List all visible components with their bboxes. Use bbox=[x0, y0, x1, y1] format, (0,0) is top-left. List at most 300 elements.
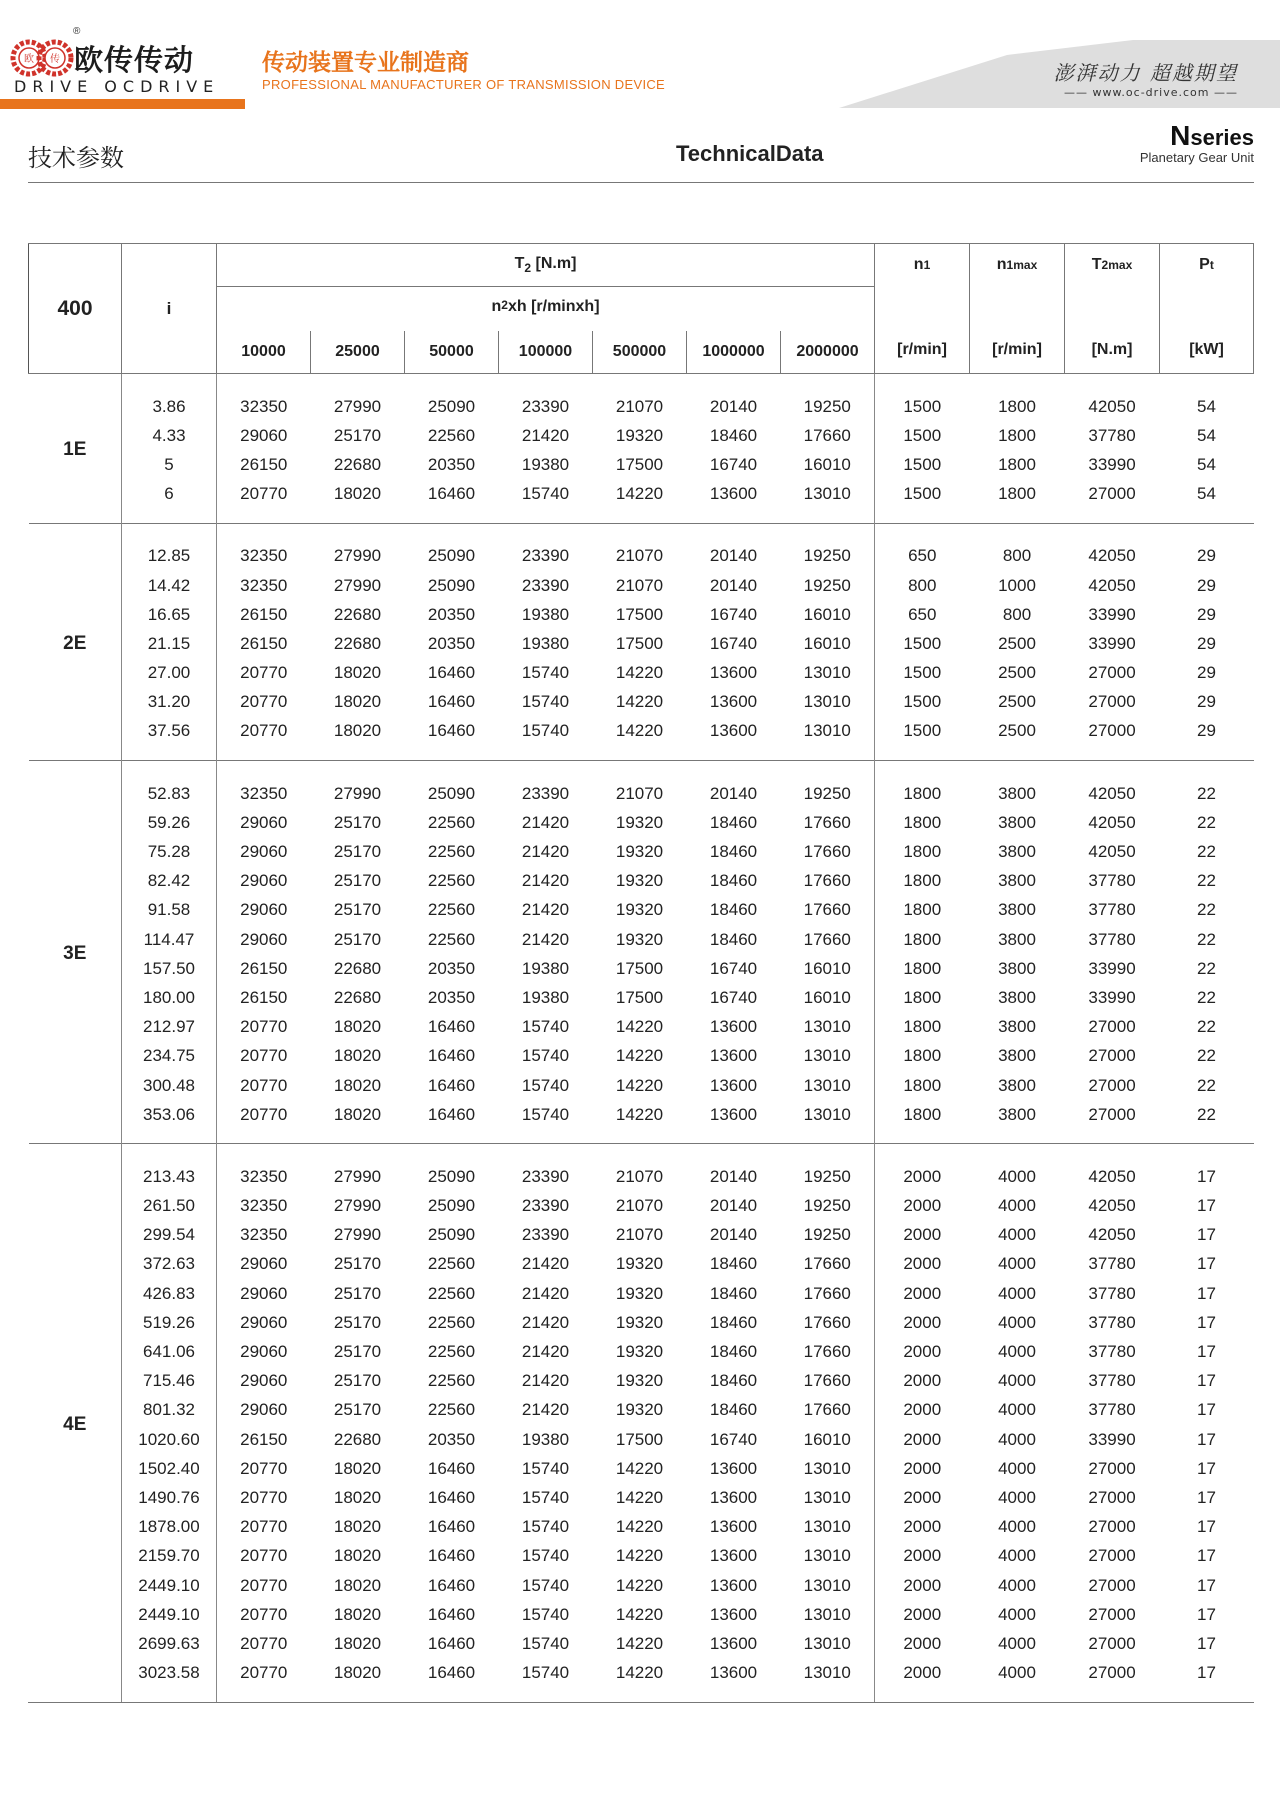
value-cell: 15740 bbox=[521, 1663, 570, 1683]
value-cell: 27000 bbox=[1088, 1663, 1136, 1683]
value-cell: 25090 bbox=[427, 396, 476, 416]
value-cell: 800 bbox=[1002, 604, 1032, 624]
value-cell: 19380 bbox=[521, 958, 570, 978]
value-cell: 2000 bbox=[903, 1342, 942, 1362]
spacer-cell bbox=[593, 1129, 687, 1144]
value-cell: 21070 bbox=[615, 575, 664, 595]
value-cell: 18460 bbox=[709, 929, 758, 949]
value-cell: 13010 bbox=[781, 717, 875, 746]
spacer-cell bbox=[1065, 509, 1160, 524]
table-row bbox=[29, 1571, 1254, 1600]
series-letter: N bbox=[1170, 120, 1191, 151]
value-cell: 27000 bbox=[1088, 1633, 1136, 1653]
value-cell: 27000 bbox=[1088, 1575, 1136, 1595]
value-cell: 16460 bbox=[427, 1546, 476, 1566]
spacer-cell bbox=[781, 1688, 875, 1702]
value-cell: 32350 bbox=[240, 1196, 288, 1216]
value-cell: 19380 bbox=[521, 454, 570, 474]
value-cell: 37780 bbox=[1088, 1400, 1136, 1420]
value-cell: 13600 bbox=[709, 721, 758, 741]
table-row bbox=[29, 1100, 1254, 1129]
value-cell: 37780 bbox=[1088, 1312, 1136, 1332]
ratio-cell: 31.20 bbox=[122, 688, 217, 717]
value-cell: 17 bbox=[1197, 1546, 1216, 1566]
value-cell: 15740 bbox=[521, 484, 570, 504]
value-cell: 16010 bbox=[781, 629, 875, 658]
value-cell: 2000 bbox=[903, 1575, 942, 1595]
speed-col-header: 50000 bbox=[405, 331, 499, 374]
value-cell: 2000 bbox=[903, 1166, 942, 1186]
page-header bbox=[0, 0, 1280, 115]
t2max-header: T2max [N.m] bbox=[1065, 244, 1160, 374]
value-cell: 18020 bbox=[333, 1487, 382, 1507]
value-cell: 26150 bbox=[240, 987, 288, 1007]
value-cell: 25170 bbox=[333, 425, 382, 445]
value-cell: 27000 bbox=[1088, 692, 1136, 712]
value-cell: 19320 bbox=[615, 1254, 664, 1274]
value-cell: 20770 bbox=[240, 721, 288, 741]
value-cell: 4000 bbox=[998, 1517, 1036, 1537]
value-cell: 19320 bbox=[615, 871, 664, 891]
ratio-cell: 59.26 bbox=[122, 808, 217, 837]
spacer-cell bbox=[405, 1129, 499, 1144]
ratio-cell: 16.65 bbox=[122, 600, 217, 629]
value-cell: 25170 bbox=[333, 1312, 382, 1332]
value-cell: 4000 bbox=[998, 1225, 1036, 1245]
value-cell: 20770 bbox=[240, 663, 288, 683]
value-cell: 13600 bbox=[709, 1046, 758, 1066]
value-cell: 14220 bbox=[615, 663, 664, 683]
value-cell: 27990 bbox=[333, 783, 382, 803]
spacer-cell bbox=[781, 761, 875, 780]
value-cell: 1500 bbox=[903, 396, 942, 416]
spacer-cell bbox=[217, 1129, 311, 1144]
value-cell: 1800 bbox=[903, 1075, 942, 1095]
spacer-cell bbox=[970, 1129, 1065, 1144]
value-cell: 19320 bbox=[615, 1371, 664, 1391]
value-cell: 2000 bbox=[903, 1283, 942, 1303]
value-cell: 20770 bbox=[240, 692, 288, 712]
value-cell: 42050 bbox=[1088, 1196, 1136, 1216]
value-cell: 13600 bbox=[709, 1633, 758, 1653]
ratio-cell: 5 bbox=[122, 450, 217, 479]
value-cell: 17 bbox=[1197, 1604, 1216, 1624]
value-cell: 18460 bbox=[709, 425, 758, 445]
value-cell: 33990 bbox=[1088, 454, 1136, 474]
value-cell: 22560 bbox=[427, 425, 476, 445]
value-cell: 16010 bbox=[781, 983, 875, 1012]
ratio-cell: 372.63 bbox=[122, 1250, 217, 1279]
value-cell: 22560 bbox=[427, 929, 476, 949]
logo-circle-right: 传 bbox=[50, 54, 60, 65]
table-row bbox=[29, 896, 1254, 925]
table-row bbox=[29, 837, 1254, 866]
value-cell: 19320 bbox=[615, 425, 664, 445]
value-cell: 14220 bbox=[615, 1633, 664, 1653]
spacer-cell bbox=[687, 1129, 781, 1144]
value-cell: 16740 bbox=[709, 987, 758, 1007]
value-cell: 17 bbox=[1197, 1254, 1216, 1274]
value-cell: 1800 bbox=[903, 1104, 942, 1124]
spacer-cell bbox=[875, 374, 970, 393]
value-cell: 15740 bbox=[521, 692, 570, 712]
value-cell: 16460 bbox=[427, 1633, 476, 1653]
value-cell: 20350 bbox=[427, 1429, 476, 1449]
value-cell: 16010 bbox=[781, 954, 875, 983]
value-cell: 22560 bbox=[427, 900, 476, 920]
value-cell: 16460 bbox=[427, 1046, 476, 1066]
spacer-cell bbox=[875, 746, 970, 761]
value-cell: 37780 bbox=[1088, 1283, 1136, 1303]
spacer-cell bbox=[499, 509, 593, 524]
spacer-cell bbox=[29, 509, 122, 524]
ratio-cell: 2159.70 bbox=[122, 1542, 217, 1571]
value-cell: 17660 bbox=[781, 1279, 875, 1308]
spacer-cell bbox=[781, 374, 875, 393]
pt-unit: [kW] bbox=[1189, 341, 1224, 358]
spacer-cell bbox=[1065, 761, 1160, 780]
value-cell: 29 bbox=[1197, 721, 1216, 741]
value-cell: 20350 bbox=[427, 454, 476, 474]
value-cell: 33990 bbox=[1088, 958, 1136, 978]
value-cell: 29060 bbox=[240, 1312, 288, 1332]
value-cell: 2000 bbox=[903, 1458, 942, 1478]
value-cell: 26150 bbox=[240, 958, 288, 978]
value-cell: 18020 bbox=[333, 1075, 382, 1095]
value-cell: 37780 bbox=[1088, 900, 1136, 920]
value-cell: 21420 bbox=[521, 812, 570, 832]
value-cell: 15740 bbox=[521, 1604, 570, 1624]
value-cell: 15740 bbox=[521, 1104, 570, 1124]
value-cell: 4000 bbox=[998, 1312, 1036, 1332]
spacer-cell bbox=[122, 1688, 217, 1702]
value-cell: 4000 bbox=[998, 1429, 1036, 1449]
value-cell: 17 bbox=[1197, 1487, 1216, 1507]
spacer-cell bbox=[405, 1144, 499, 1163]
series-subtitle: Planetary Gear Unit bbox=[1139, 150, 1254, 165]
value-cell: 20770 bbox=[240, 484, 288, 504]
value-cell: 20140 bbox=[709, 783, 758, 803]
value-cell: 29060 bbox=[240, 1283, 288, 1303]
spacer-cell bbox=[311, 1144, 405, 1163]
value-cell: 4000 bbox=[998, 1575, 1036, 1595]
page-title-en: TechnicalData bbox=[676, 141, 824, 166]
value-cell: 13600 bbox=[709, 484, 758, 504]
spacer-cell bbox=[1065, 374, 1160, 393]
value-cell: 22 bbox=[1197, 1104, 1216, 1124]
value-cell: 20770 bbox=[240, 1546, 288, 1566]
spacer-cell bbox=[593, 761, 687, 780]
value-cell: 19250 bbox=[781, 392, 875, 421]
value-cell: 20770 bbox=[240, 1458, 288, 1478]
pt-header: Pt [kW] bbox=[1160, 244, 1254, 374]
value-cell: 17660 bbox=[781, 925, 875, 954]
value-cell: 18020 bbox=[333, 1575, 382, 1595]
value-cell: 2500 bbox=[998, 663, 1036, 683]
value-cell: 20770 bbox=[240, 1575, 288, 1595]
value-cell: 1500 bbox=[903, 425, 942, 445]
value-cell: 20770 bbox=[240, 1017, 288, 1037]
value-cell: 17 bbox=[1197, 1517, 1216, 1537]
value-cell: 27990 bbox=[333, 1196, 382, 1216]
value-cell: 18460 bbox=[709, 842, 758, 862]
value-cell: 2000 bbox=[903, 1196, 942, 1216]
value-cell: 18460 bbox=[709, 1371, 758, 1391]
value-cell: 16740 bbox=[709, 604, 758, 624]
value-cell: 19250 bbox=[781, 1221, 875, 1250]
t2-header: $T_2$ [N.m] bbox=[217, 244, 875, 287]
spacer-cell bbox=[311, 509, 405, 524]
value-cell: 1800 bbox=[903, 871, 942, 891]
value-cell: 17660 bbox=[781, 867, 875, 896]
ratio-cell: 3023.58 bbox=[122, 1659, 217, 1688]
value-cell: 13010 bbox=[781, 688, 875, 717]
spacer-cell bbox=[1160, 374, 1254, 393]
spacer-cell bbox=[217, 509, 311, 524]
table-row bbox=[29, 1162, 1254, 1191]
value-cell: 13600 bbox=[709, 1575, 758, 1595]
value-cell: 17 bbox=[1197, 1400, 1216, 1420]
ratio-cell: 261.50 bbox=[122, 1192, 217, 1221]
value-cell: 25170 bbox=[333, 871, 382, 891]
table-row bbox=[29, 1425, 1254, 1454]
spacer-cell bbox=[781, 509, 875, 524]
value-cell: 17660 bbox=[781, 1308, 875, 1337]
value-cell: 29060 bbox=[240, 1400, 288, 1420]
spacer-cell bbox=[311, 761, 405, 780]
value-cell: 42050 bbox=[1088, 546, 1136, 566]
speed-col-header: 500000 bbox=[593, 331, 687, 374]
spacer-cell bbox=[970, 1144, 1065, 1163]
value-cell: 22680 bbox=[333, 454, 382, 474]
value-cell: 15740 bbox=[521, 1458, 570, 1478]
table-row bbox=[29, 1337, 1254, 1366]
value-cell: 3800 bbox=[998, 783, 1036, 803]
table-bottom-rule bbox=[28, 1702, 1254, 1703]
value-cell: 33990 bbox=[1088, 633, 1136, 653]
ratio-cell: 1020.60 bbox=[122, 1425, 217, 1454]
value-cell: 22560 bbox=[427, 812, 476, 832]
spacer-cell bbox=[1160, 509, 1254, 524]
table-row bbox=[29, 925, 1254, 954]
value-cell: 17500 bbox=[615, 454, 664, 474]
value-cell: 23390 bbox=[521, 1225, 570, 1245]
value-cell: 19380 bbox=[521, 1429, 570, 1449]
value-cell: 19250 bbox=[781, 542, 875, 571]
value-cell: 19320 bbox=[615, 1283, 664, 1303]
value-cell: 21420 bbox=[521, 1312, 570, 1332]
value-cell: 18460 bbox=[709, 1254, 758, 1274]
value-cell: 4000 bbox=[998, 1400, 1036, 1420]
spacer-cell bbox=[499, 746, 593, 761]
value-cell: 4000 bbox=[998, 1342, 1036, 1362]
value-cell: 25170 bbox=[333, 812, 382, 832]
ratio-cell: 91.58 bbox=[122, 896, 217, 925]
spacer-cell bbox=[217, 374, 311, 393]
value-cell: 19320 bbox=[615, 842, 664, 862]
value-cell: 13600 bbox=[709, 1458, 758, 1478]
stage-label: 1E bbox=[29, 392, 122, 509]
value-cell: 18020 bbox=[333, 692, 382, 712]
table-row bbox=[29, 600, 1254, 629]
value-cell: 37780 bbox=[1088, 425, 1136, 445]
table-header bbox=[29, 244, 1254, 374]
table-row bbox=[29, 1454, 1254, 1483]
spacer-cell bbox=[875, 761, 970, 780]
value-cell: 22560 bbox=[427, 1254, 476, 1274]
n2xh-header: n2xh [r/minxh] bbox=[217, 287, 875, 332]
value-cell: 13010 bbox=[781, 1659, 875, 1688]
value-cell: 19380 bbox=[521, 633, 570, 653]
spacer-cell bbox=[781, 523, 875, 542]
value-cell: 25090 bbox=[427, 1166, 476, 1186]
value-cell: 2000 bbox=[903, 1546, 942, 1566]
value-cell: 42050 bbox=[1088, 1225, 1136, 1245]
spacer-cell bbox=[217, 1144, 311, 1163]
value-cell: 13600 bbox=[709, 1487, 758, 1507]
value-cell: 21420 bbox=[521, 425, 570, 445]
value-cell: 25170 bbox=[333, 900, 382, 920]
value-cell: 2000 bbox=[903, 1312, 942, 1332]
spacer-cell bbox=[687, 374, 781, 393]
value-cell: 27000 bbox=[1088, 1487, 1136, 1507]
group-spacer bbox=[29, 1144, 1254, 1163]
value-cell: 22680 bbox=[333, 1429, 382, 1449]
value-cell: 1800 bbox=[998, 425, 1036, 445]
value-cell: 15740 bbox=[521, 663, 570, 683]
ratio-cell: 12.85 bbox=[122, 542, 217, 571]
value-cell: 15740 bbox=[521, 721, 570, 741]
spacer-cell bbox=[311, 1688, 405, 1702]
spacer-cell bbox=[122, 374, 217, 393]
value-cell: 3800 bbox=[998, 1017, 1036, 1037]
value-cell: 1800 bbox=[903, 900, 942, 920]
logo-circle-left: 欧 bbox=[24, 54, 34, 65]
value-cell: 14220 bbox=[615, 1517, 664, 1537]
ratio-cell: 21.15 bbox=[122, 629, 217, 658]
value-cell: 21070 bbox=[615, 396, 664, 416]
value-cell: 16740 bbox=[709, 1429, 758, 1449]
spacer-cell bbox=[1160, 1129, 1254, 1144]
value-cell: 22 bbox=[1197, 929, 1216, 949]
value-cell: 27000 bbox=[1088, 1517, 1136, 1537]
value-cell: 18460 bbox=[709, 1312, 758, 1332]
value-cell: 18020 bbox=[333, 1604, 382, 1624]
value-cell: 17660 bbox=[781, 1396, 875, 1425]
value-cell: 27000 bbox=[1088, 1017, 1136, 1037]
value-cell: 54 bbox=[1197, 396, 1216, 416]
value-cell: 17 bbox=[1197, 1312, 1216, 1332]
value-cell: 26150 bbox=[240, 1429, 288, 1449]
ratio-cell: 1490.76 bbox=[122, 1483, 217, 1512]
value-cell: 650 bbox=[908, 604, 937, 624]
value-cell: 22 bbox=[1197, 812, 1216, 832]
value-cell: 20140 bbox=[709, 396, 758, 416]
value-cell: 54 bbox=[1197, 425, 1216, 445]
value-cell: 32350 bbox=[240, 1166, 288, 1186]
value-cell: 29060 bbox=[240, 929, 288, 949]
spacer-cell bbox=[29, 1688, 122, 1702]
value-cell: 20140 bbox=[709, 575, 758, 595]
value-cell: 2000 bbox=[903, 1371, 942, 1391]
stage-label: 3E bbox=[29, 779, 122, 1129]
spacer-cell bbox=[875, 523, 970, 542]
value-cell: 17 bbox=[1197, 1633, 1216, 1653]
table-row bbox=[29, 571, 1254, 600]
value-cell: 20140 bbox=[709, 1225, 758, 1245]
value-cell: 29060 bbox=[240, 871, 288, 891]
spacer-cell bbox=[1065, 746, 1160, 761]
value-cell: 1800 bbox=[903, 987, 942, 1007]
spacer-cell bbox=[405, 1688, 499, 1702]
spacer-cell bbox=[122, 746, 217, 761]
spacer-cell bbox=[405, 374, 499, 393]
spacer-cell bbox=[1065, 1129, 1160, 1144]
value-cell: 4000 bbox=[998, 1254, 1036, 1274]
spacer-cell bbox=[593, 1688, 687, 1702]
value-cell: 15740 bbox=[521, 1575, 570, 1595]
value-cell: 13010 bbox=[781, 1042, 875, 1071]
table-row bbox=[29, 1629, 1254, 1658]
spacer-cell bbox=[122, 523, 217, 542]
gear-logo-icon bbox=[10, 38, 74, 78]
value-cell: 17 bbox=[1197, 1371, 1216, 1391]
value-cell: 29 bbox=[1197, 663, 1216, 683]
model-size-header: 400 bbox=[29, 244, 122, 374]
table-row bbox=[29, 688, 1254, 717]
value-cell: 29060 bbox=[240, 425, 288, 445]
value-cell: 20140 bbox=[709, 1196, 758, 1216]
value-cell: 26150 bbox=[240, 633, 288, 653]
spacer-cell bbox=[875, 1688, 970, 1702]
value-cell: 17 bbox=[1197, 1283, 1216, 1303]
spacer-cell bbox=[217, 523, 311, 542]
value-cell: 16460 bbox=[427, 1458, 476, 1478]
value-cell: 26150 bbox=[240, 604, 288, 624]
value-cell: 29 bbox=[1197, 604, 1216, 624]
value-cell: 13010 bbox=[781, 1071, 875, 1100]
value-cell: 20770 bbox=[240, 1604, 288, 1624]
value-cell: 1800 bbox=[903, 958, 942, 978]
value-cell: 42050 bbox=[1088, 396, 1136, 416]
ratio-cell: 212.97 bbox=[122, 1013, 217, 1042]
ratio-cell: 234.75 bbox=[122, 1042, 217, 1071]
value-cell: 4000 bbox=[998, 1487, 1036, 1507]
value-cell: 1800 bbox=[903, 1017, 942, 1037]
value-cell: 4000 bbox=[998, 1196, 1036, 1216]
value-cell: 15740 bbox=[521, 1487, 570, 1507]
value-cell: 17 bbox=[1197, 1458, 1216, 1478]
value-cell: 15740 bbox=[521, 1633, 570, 1653]
ratio-cell: 2449.10 bbox=[122, 1571, 217, 1600]
value-cell: 21420 bbox=[521, 929, 570, 949]
spacer-cell bbox=[311, 1129, 405, 1144]
logo-cn-text: 欧传传动 bbox=[74, 43, 195, 77]
value-cell: 18020 bbox=[333, 1046, 382, 1066]
spacer-cell bbox=[875, 509, 970, 524]
value-cell: 18020 bbox=[333, 663, 382, 683]
value-cell: 1800 bbox=[903, 1046, 942, 1066]
value-cell: 18020 bbox=[333, 721, 382, 741]
spacer-cell bbox=[311, 523, 405, 542]
value-cell: 1800 bbox=[903, 812, 942, 832]
value-cell: 25090 bbox=[427, 575, 476, 595]
value-cell: 32350 bbox=[240, 546, 288, 566]
value-cell: 25090 bbox=[427, 783, 476, 803]
value-cell: 1000 bbox=[998, 575, 1036, 595]
value-cell: 21070 bbox=[615, 1166, 664, 1186]
value-cell: 14220 bbox=[615, 721, 664, 741]
